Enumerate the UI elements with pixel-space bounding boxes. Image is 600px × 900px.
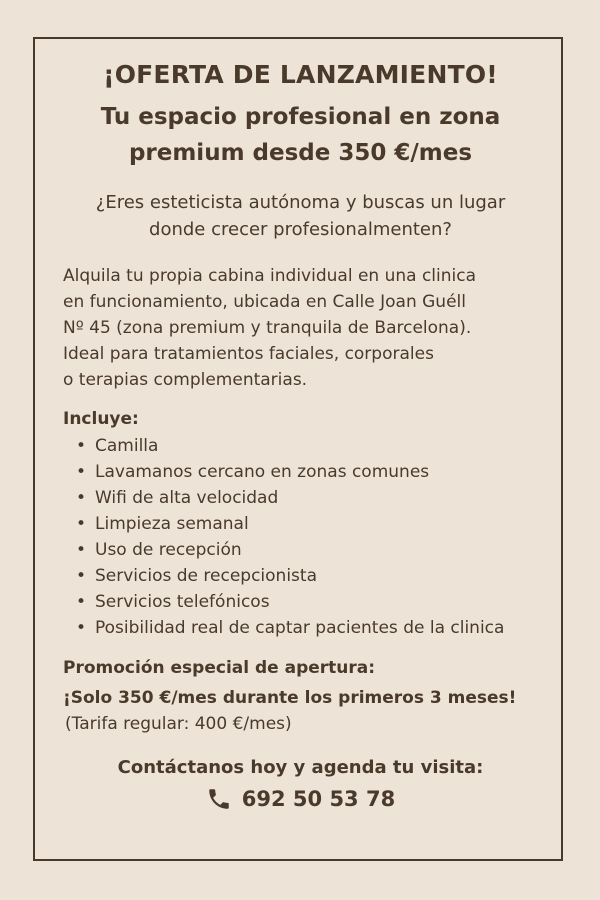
subheadline bbox=[63, 99, 538, 171]
description-line: Nº 45 (zona premium y tranquila de Barcelona). bbox=[63, 318, 472, 338]
subhead-line-1: Tu espacio profesional en zona bbox=[100, 104, 501, 130]
bullet-icon: • bbox=[76, 618, 87, 638]
list-item bbox=[63, 615, 538, 641]
feature-label: Servicios de recepcionista bbox=[95, 566, 317, 586]
includes-title: Incluye: bbox=[63, 409, 139, 429]
flyer-content bbox=[63, 60, 538, 812]
question-line-2: donde crecer profesionalmenten? bbox=[149, 219, 452, 240]
bullet-icon: • bbox=[76, 436, 87, 456]
bullet-icon: • bbox=[76, 566, 87, 586]
features-list bbox=[63, 433, 538, 641]
list-item bbox=[63, 485, 538, 511]
regular-price: (Tarifa regular: 400 €/mes) bbox=[65, 714, 292, 734]
promo-title: Promoción especial de apertura: bbox=[63, 658, 376, 678]
description-line: Alquila tu propia cabina individual en una clinica bbox=[63, 266, 477, 286]
question bbox=[63, 189, 538, 243]
list-item bbox=[63, 511, 538, 537]
question-line-1: ¿Eres esteticista autónoma y buscas un lugar bbox=[95, 192, 506, 213]
bullet-icon: • bbox=[76, 488, 87, 508]
list-item bbox=[63, 459, 538, 485]
list-item bbox=[63, 537, 538, 563]
description-line: Ideal para tratamientos faciales, corporales bbox=[63, 344, 434, 364]
feature-label: Servicios telefónicos bbox=[95, 592, 270, 612]
feature-label: Lavamanos cercano en zonas comunes bbox=[95, 462, 430, 482]
subhead-line-2: premium desde 350 €/mes bbox=[128, 140, 473, 166]
headline: ¡OFERTA DE LANZAMIENTO! bbox=[103, 60, 498, 89]
bullet-icon: • bbox=[76, 514, 87, 534]
feature-label: Camilla bbox=[95, 436, 159, 456]
bullet-icon: • bbox=[76, 462, 87, 482]
phone-icon bbox=[206, 786, 232, 812]
contact-title: Contáctanos hoy y agenda tu visita: bbox=[117, 757, 484, 778]
bullet-icon: • bbox=[76, 540, 87, 560]
list-item bbox=[63, 563, 538, 589]
list-item bbox=[63, 589, 538, 615]
phone-row bbox=[63, 786, 538, 812]
list-item bbox=[63, 433, 538, 459]
promo-offer: ¡Solo 350 €/mes durante los primeros 3 meses! bbox=[63, 688, 517, 708]
feature-label: Wifi de alta velocidad bbox=[95, 488, 279, 508]
description bbox=[63, 263, 538, 393]
feature-label: Limpieza semanal bbox=[95, 514, 249, 534]
bullet-icon: • bbox=[76, 592, 87, 612]
description-line: en funcionamiento, ubicada en Calle Joan Guéll bbox=[63, 292, 466, 312]
description-line: o terapias complementarias. bbox=[63, 370, 308, 390]
phone-number[interactable]: 692 50 53 78 bbox=[241, 787, 396, 811]
feature-label: Uso de recepción bbox=[95, 540, 242, 560]
feature-label: Posibilidad real de captar pacientes de la clinica bbox=[95, 618, 505, 638]
